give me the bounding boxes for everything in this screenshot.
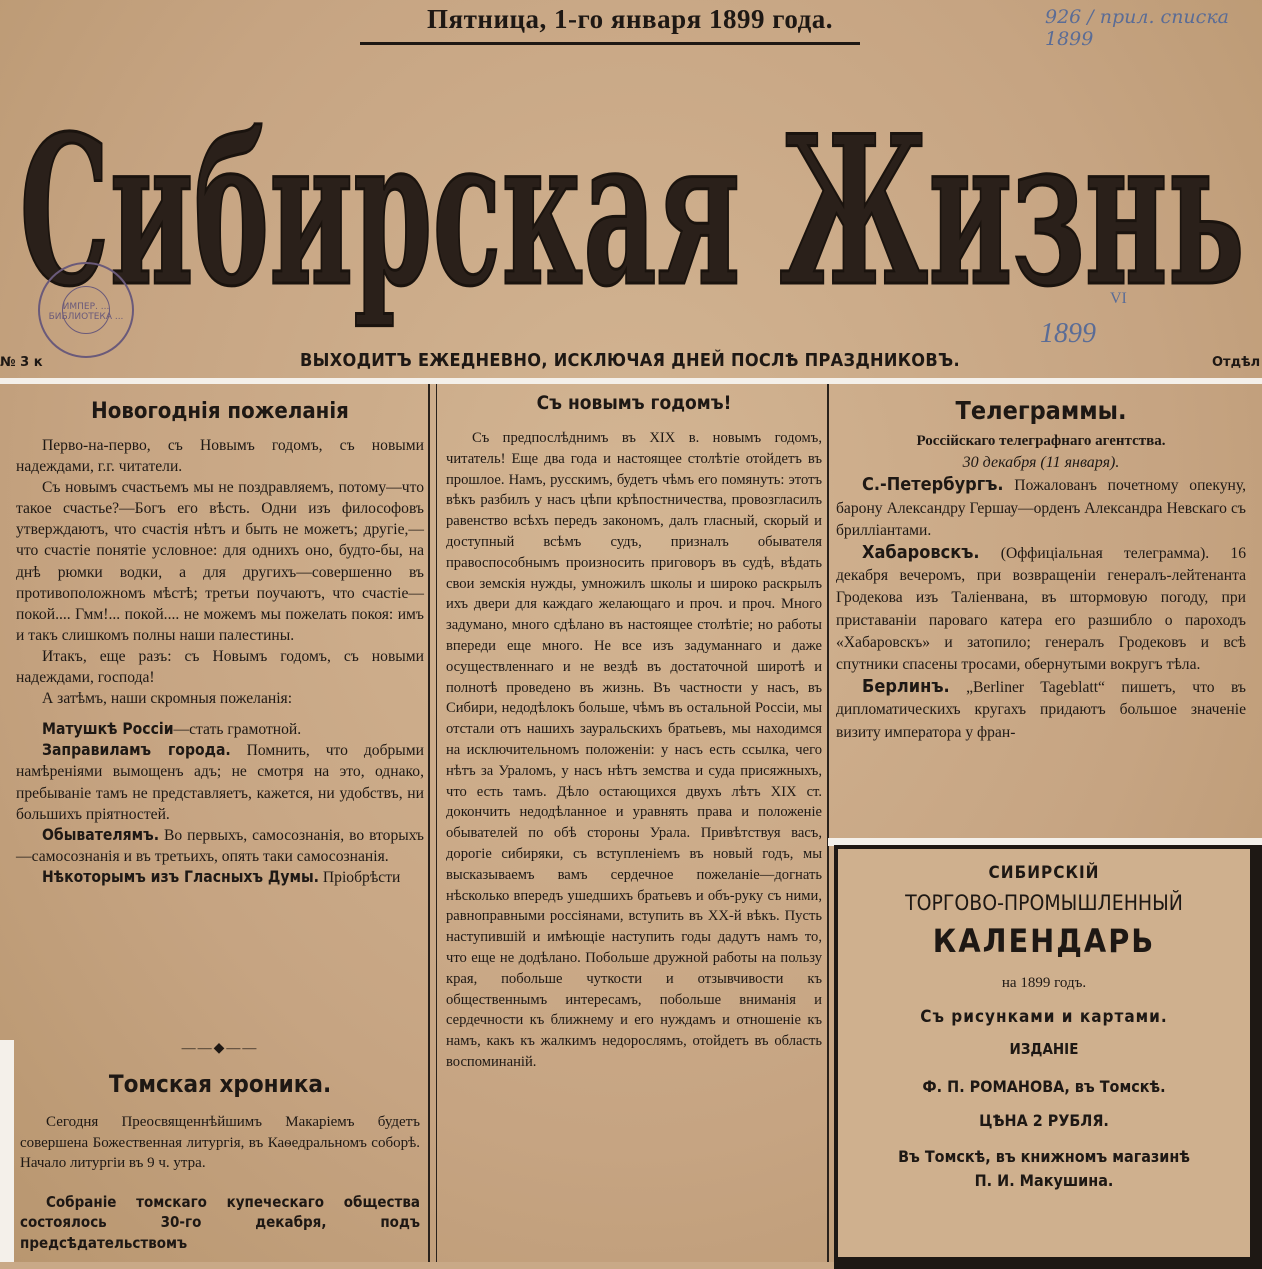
scan-seam bbox=[0, 378, 1262, 384]
library-stamp bbox=[38, 262, 134, 358]
column-chronicle bbox=[20, 1064, 420, 1253]
column-telegrams bbox=[836, 392, 1246, 744]
ad-line-2: ТОРГОВО-ПРОМЫШЛЕННЫЙ bbox=[905, 891, 1183, 915]
wishes-title: Новогоднія пожеланія bbox=[91, 399, 349, 424]
calendar-advertisement bbox=[834, 845, 1262, 1269]
archive-mark-year: 1899 bbox=[1040, 318, 1096, 349]
wish-russia: Матушкѣ Россіи—стать грамотной. bbox=[42, 720, 302, 739]
date-line: Пятница, 1-го января 1899 года. bbox=[427, 4, 833, 34]
scan-gap bbox=[0, 1040, 14, 1262]
wishes-p1: Перво-на-перво, съ Новымъ годомъ, съ новыми надеждами, г.г. читатели. bbox=[16, 437, 424, 476]
ad-line-10: П. И. Макушина. bbox=[974, 1171, 1114, 1190]
masthead-title: Сибирская Жизнь bbox=[19, 92, 1245, 332]
wishes-p3: Итакъ, еще разъ: съ Новымъ годомъ, съ новыми надеждами, господа! bbox=[16, 647, 424, 687]
column-rule-1b bbox=[436, 384, 437, 1262]
telegrams-agency: Россійскаго телеграфнаго агентства. bbox=[916, 433, 1166, 449]
archive-mark-roman: VI bbox=[1110, 290, 1127, 307]
ad-line-8: ЦѢНА 2 РУБЛЯ. bbox=[979, 1111, 1109, 1130]
stamp-text: ИМПЕР. ... БИБЛИОТЕКА ... bbox=[48, 302, 124, 322]
date-underline bbox=[360, 42, 860, 45]
telegram-spb: С.-Петербургъ. Пожалованъ почетному опекуну, барону Александру Гершау—орденъ Александра Невскаго съ бриллiантами. bbox=[836, 474, 1246, 539]
issue-number: № 3 к bbox=[0, 355, 43, 370]
ad-content bbox=[838, 849, 1250, 1191]
wishes-p2: Съ новымъ счастьемъ мы не поздравляемъ, потому—что такое счастье?—Богъ его вѣсть. Одни изъ философовъ утверждаютъ, что счастія нѣтъ и быть не можетъ; другіе,—что счастіе понятіе условное: для однихъ оно, будто-бы, на днѣ рюмки водки, а для другихъ—совершенно въ противоположномъ мѣстѣ; третьи поучаютъ, что счастіе—покой.... Гмм!... покой.... не можемъ мы пожелать покоя: имъ и такъ слишкомъ полны наши палестины. bbox=[16, 479, 424, 644]
wish-duma: Нѣкоторымъ изъ Гласныхъ Думы. Пріобрѣсти bbox=[42, 867, 401, 886]
wishes-p4: А затѣмъ, наши скромныя пожеланія: bbox=[42, 690, 293, 708]
ad-line-9: Въ Томскѣ, въ книжномъ магазинѣ bbox=[898, 1147, 1190, 1166]
ad-line-7: Ф. П. РОМАНОВА, въ Томскѣ. bbox=[922, 1077, 1166, 1096]
newyear-title: Съ новымъ годомъ! bbox=[536, 392, 732, 414]
section-label: Отдѣл bbox=[1212, 355, 1261, 370]
telegrams-dateline: 30 декабря (11 января). bbox=[962, 454, 1120, 472]
ad-line-3: КАЛЕНДАРЬ bbox=[932, 922, 1156, 960]
column-rule-2 bbox=[827, 384, 829, 1262]
ad-line-5: Съ рисунками и картами. bbox=[920, 1007, 1168, 1027]
wish-city: Заправиламъ города. Помнить, что добрыми намѣреніями вымощенъ адъ; не смотря на это, однако, пребываніе тамъ не представляетъ, кажется, ни удобствъ, ни большихъ пріятностей. bbox=[16, 741, 424, 823]
ornament: ——◆—— bbox=[181, 1041, 259, 1056]
column-wishes bbox=[16, 395, 424, 888]
telegrams-title: Телеграммы. bbox=[955, 396, 1127, 425]
telegram-khabarovsk: Хабаровскъ. (Оффиціальная телеграмма). 16 декабря вечеромъ, при возвращеніи генералъ-лейтенанта Гродекова изъ Таліенвана, въ штормовую погоду, при приставаніи пароваго катера его разшибло о пароходъ «Хабаровскъ» и затопило; генералъ Гродековъ и всѣ спутники спасены тросами, обернутыми вокругъ тѣла. bbox=[836, 542, 1246, 674]
archive-handwriting: 926 / прил. списка 1899 bbox=[1045, 6, 1229, 50]
chronicle-p2: Собраніе томскаго купеческаго общества состоялось 30-го декабря, подъ предсѣдательствомъ bbox=[20, 1192, 420, 1252]
wish-citizens: Обывателямъ. Во первыхъ, самосознанія, во вторыхъ—самосознанія и въ третьихъ, опять таки самосознанія. bbox=[16, 825, 424, 865]
column-newyear bbox=[446, 388, 822, 1073]
ad-line-6: ИЗДАНІЕ bbox=[1009, 1040, 1079, 1058]
newyear-body: Съ предпослѣднимъ въ XIX в. новымъ годомъ, читатель! Еще два года и настоящее столѣтіе отойдетъ въ прошлое. Намъ, русскимъ, будетъ чѣмъ его помянуть: этотъ вѣкъ разбилъ у насъ цѣпи крѣпостничества, провозгласилъ равенство всѣхъ передъ закономъ, далъ гласный, скорый и доступный всѣмъ судъ, призналъ обывателя правоспособнымъ произносить приговоръ въ судѣ, вѣдать свои земскія нужды, умножилъ школы и широко раскрылъ ихъ двери для каждаго желающаго и проч. и проч. Много задумано, много сдѣлано въ настоящее столѣтіе; но работы впереди еще много. Не все изъ задуманнаго и даже осуществленнаго и не вездѣ въ достаточной широтѣ и полнотѣ проведено въ жизнь. Въ частности у насъ, въ Сибири, недодѣлокъ больше, чѣмъ въ остальной Россіи, мы отстали отъ нашихъ зауральскихъ братьевъ, мы находимся на исключительномъ положеніи: у насъ есть ссылка, чего нѣтъ за Ураломъ, у насъ нѣтъ земства и суда присяжныхъ, что есть тамъ. Дѣло остающихся двухъ лѣтъ XIX ст. докончить недодѣланное и уравнять права и положеніе обывателей по обѣ стороны Урала. Привѣтствуя васъ, дорогіе сибиряки, съ вступленіемъ въ новый годъ, мы высказываемъ вамъ сердечное пожеланіе—догнать нѣсколько впередъ ушедшихъ братьевъ и объ-руку съ ними, равноправными россіянами, вступить въ XX-й вѣкъ. Пусть наступившій и имѣющіе наступить годы дадутъ намъ то, что еще не додѣлано. Побольше дружной работы на пользу края, побольше чуткости и отзывчивости къ общественнымъ интересамъ, побольше вниманія и сердечности къ ближнему и его нуждамъ и отношеніе къ намъ, какъ къ жалкимъ недорослямъ, отойдетъ въ область воспоминаній. bbox=[446, 430, 822, 1070]
telegram-berlin: Берлинъ. „Berliner Tageblatt“ пишетъ, что въ дипломатическихъ кругахъ придаютъ большое значеніе визиту императора у фран- bbox=[836, 676, 1246, 741]
ad-line-1: СИБИРСКІЙ bbox=[988, 863, 1100, 883]
masthead-subtitle: ВЫХОДИТЪ ЕЖЕДНЕВНО, ИСКЛЮЧАЯ ДНЕЙ ПОСЛѢ ПРАЗДНИКОВЪ. bbox=[300, 350, 960, 371]
masthead-logo bbox=[10, 58, 1255, 343]
ad-line-4: на 1899 годъ. bbox=[1001, 975, 1087, 991]
column-rule-1 bbox=[428, 384, 430, 1262]
chronicle-title: Томская хроника. bbox=[108, 1070, 332, 1098]
chronicle-p1: Сегодня Преосвященнѣйшимъ Макаріемъ будетъ совершена Божественная литургія, въ Каѳедральномъ соборѣ. Начало литургіи въ 9 ч. утра. bbox=[20, 1114, 420, 1171]
